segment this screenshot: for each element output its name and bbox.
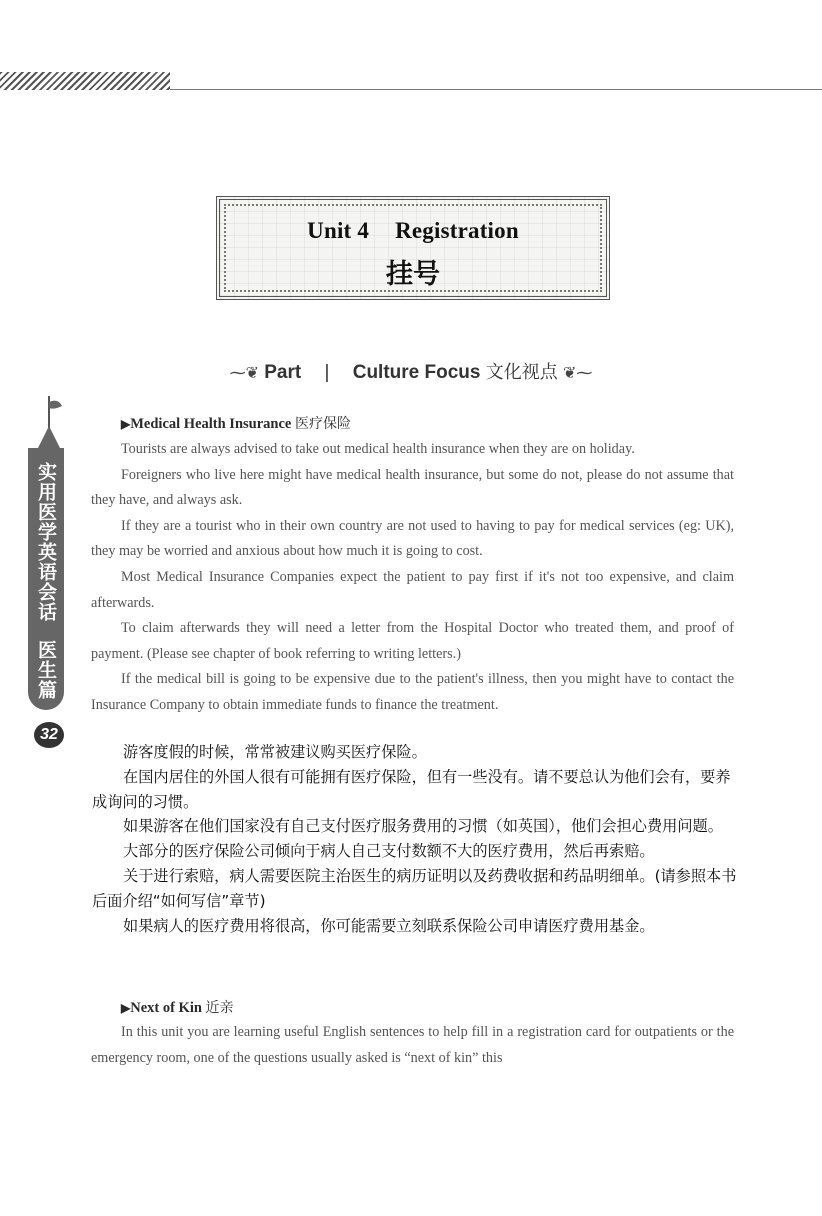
leaf-ornament-icon: ❦⁓ — [563, 365, 593, 382]
paragraph-en: If they are a tourist who in their own country are not used to having to pay for medical services (eg: UK), they may be worried and anxious about how much it is going to cost. — [91, 517, 734, 560]
part-focus-cn: 文化视点 — [485, 362, 558, 383]
paragraph-en: Most Medical Insurance Companies expect the patient to pay first if it's not too expensive, and claim afterwards. — [91, 568, 734, 611]
paragraph-cn: 游客度假的时候，常常被建议购买医疗保险。 — [123, 743, 427, 761]
section-heading-cn: 近亲 — [205, 1000, 234, 1016]
paragraph-en: In this unit you are learning useful English sentences to help fill in a registration card for outpatients or the emergency room, one of the questions usually asked is “next of kin” this — [91, 1024, 734, 1066]
paragraph-cn: 如果游客在他们国家没有自己支付医疗服务费用的习惯（如英国），他们会担心费用问题。 — [123, 817, 723, 836]
header-hatch-decoration — [0, 72, 170, 90]
paragraph-en: If the medical bill is going to be expensive due to the patient's illness, then you might have to contact the Insurance Company to obtain immediate funds to finance the treatment. — [91, 671, 734, 713]
section-heading-text: Medical Health Insurance — [130, 416, 292, 432]
paragraph-en: To claim afterwards they will need a letter from the Hospital Doctor who treated them, and proof of payment. (Please see chapter of book referring to writing letters.) — [91, 620, 734, 662]
part-focus-title: Culture Focus — [352, 362, 481, 383]
unit-title-en — [220, 218, 606, 244]
header-rule — [170, 89, 822, 90]
page-number: 32 — [34, 722, 64, 748]
side-tab-title: 实用医学英语会话 — [35, 462, 57, 622]
leaf-ornament-icon: ⁓❦ — [229, 365, 259, 382]
next-of-kin-english-text — [91, 1020, 734, 1071]
paragraph-en: Foreigners who live here might have medical health insurance, but some do not, please do not assume that they have, and always ask. — [91, 466, 734, 509]
paragraph-cn: 在国内居住的外国人很有可能拥有医疗保险，但有一些没有。请不要总认为他们会有，要养成询问的习惯。 — [92, 767, 731, 811]
paragraph-cn: 如果病人的医疗费用将很高，你可能需要立刻联系保险公司申请医疗费用基金。 — [123, 916, 655, 935]
section-heading-cn: 医疗保险 — [294, 416, 351, 432]
paragraph-en: Tourists are always advised to take out medical health insurance when they are on holiday. — [121, 441, 635, 457]
insurance-english-text — [91, 437, 734, 719]
unit-title-cn: 挂号 — [386, 259, 440, 290]
section-heading-insurance — [121, 413, 351, 433]
paragraph-cn: 关于进行索赔，病人需要医院主治医生的病历证明以及药费收据和药品明细单。(请参照本书后面介绍“如何写信”章节) — [92, 866, 737, 910]
part-separator: | — [324, 362, 330, 383]
side-tab-subtitle: 医生篇 — [35, 640, 57, 700]
flag-icon — [36, 396, 62, 448]
section-heading-next-of-kin — [121, 997, 234, 1017]
part-label: Part — [264, 362, 302, 383]
triangle-bullet-icon: ▶ — [121, 417, 131, 431]
triangle-bullet-icon: ▶ — [121, 1001, 131, 1015]
unit-name: Registration — [395, 218, 519, 243]
section-heading-text: Next of Kin — [130, 1000, 202, 1016]
part-heading — [0, 358, 822, 384]
paragraph-cn: 大部分的医疗保险公司倾向于病人自己支付数额不大的医疗费用，然后再索赔。 — [123, 842, 655, 861]
unit-title-box — [216, 196, 610, 300]
insurance-chinese-text — [92, 740, 742, 938]
unit-number: Unit 4 — [307, 218, 370, 243]
